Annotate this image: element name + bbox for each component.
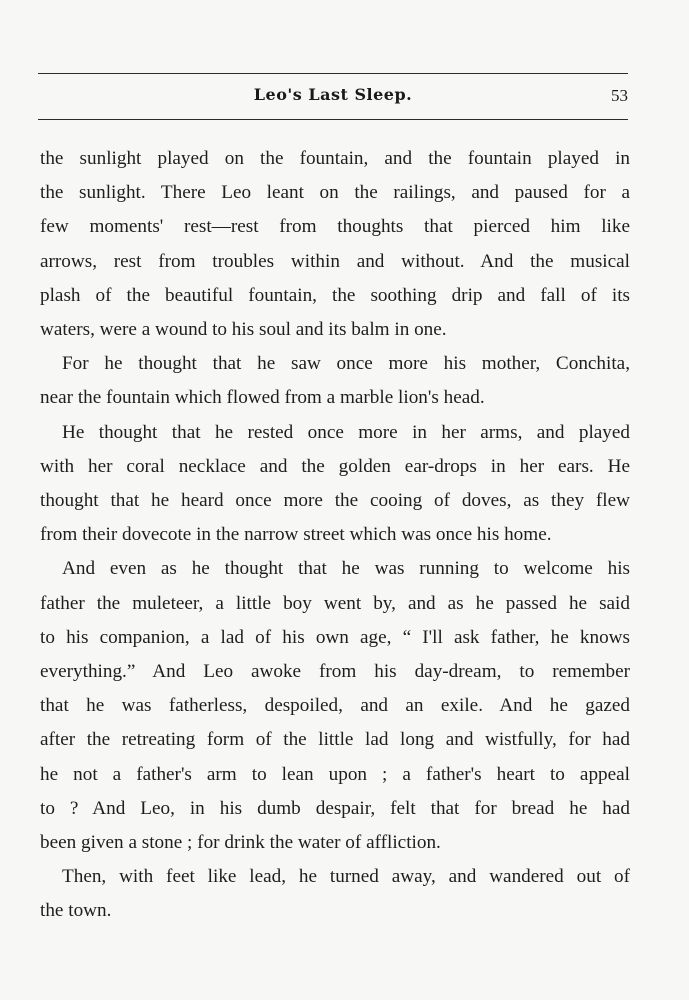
- text-line: thought that he heard once more the cooing of doves, as they flew: [40, 490, 630, 512]
- text-line: the sunlight. There Leo leant on the railings, and paused for a: [40, 182, 630, 204]
- text-line: plash of the beautiful fountain, the soothing drip and fall of its: [40, 284, 630, 306]
- text-line: from their dovecote in the narrow street which was once his home.: [40, 524, 552, 546]
- paragraph: [40, 416, 630, 553]
- paragraph: [40, 347, 630, 415]
- text-line: to his companion, a lad of his own age, “ I'll ask father, he knows: [40, 626, 630, 648]
- text-line: been given a stone ; for drink the water of affliction.: [40, 832, 441, 854]
- text-line: Then, with feet like lead, he turned away, and wandered out of: [62, 866, 630, 888]
- text-line: the town.: [40, 900, 112, 922]
- text-line: with her coral necklace and the golden ear-drops in her ears. He: [40, 455, 630, 477]
- text-line: few moments' rest—rest from thoughts that pierced him like: [40, 216, 630, 238]
- text-line: he not a father's arm to lean upon ; a father's heart to appeal: [40, 763, 630, 785]
- page-number: 53: [611, 86, 628, 105]
- text-line: near the fountain which flowed from a marble lion's head.: [40, 387, 485, 409]
- header-bottom-rule: [38, 119, 628, 120]
- text-line: He thought that he rested once more in her arms, and played: [62, 421, 630, 443]
- text-line: that he was fatherless, despoiled, and an exile. And he gazed: [40, 695, 630, 717]
- paragraph: [40, 142, 630, 347]
- text-line: For he thought that he saw once more his mother, Conchita,: [62, 353, 630, 375]
- paragraph: [40, 552, 630, 860]
- running-head: [38, 85, 628, 109]
- body-text: [40, 142, 630, 929]
- text-line: father the muleteer, a little boy went by, and as he passed he said: [40, 592, 630, 614]
- text-line: the sunlight played on the fountain, and the fountain played in: [40, 148, 630, 169]
- text-line: waters, were a wound to his soul and its balm in one.: [40, 319, 447, 341]
- text-line: arrows, rest from troubles within and without. And the musical: [40, 250, 630, 272]
- running-title: Leo's Last Sleep.: [253, 85, 413, 104]
- text-line: everything.” And Leo awoke from his day-dream, to remember: [40, 661, 630, 683]
- header-top-rule: [38, 73, 628, 74]
- text-line: And even as he thought that he was running to welcome his: [62, 558, 630, 580]
- paragraph: [40, 860, 630, 928]
- text-line: to ? And Leo, in his dumb despair, felt that for bread he had: [40, 797, 630, 819]
- text-line: after the retreating form of the little lad long and wistfully, for had: [40, 729, 630, 751]
